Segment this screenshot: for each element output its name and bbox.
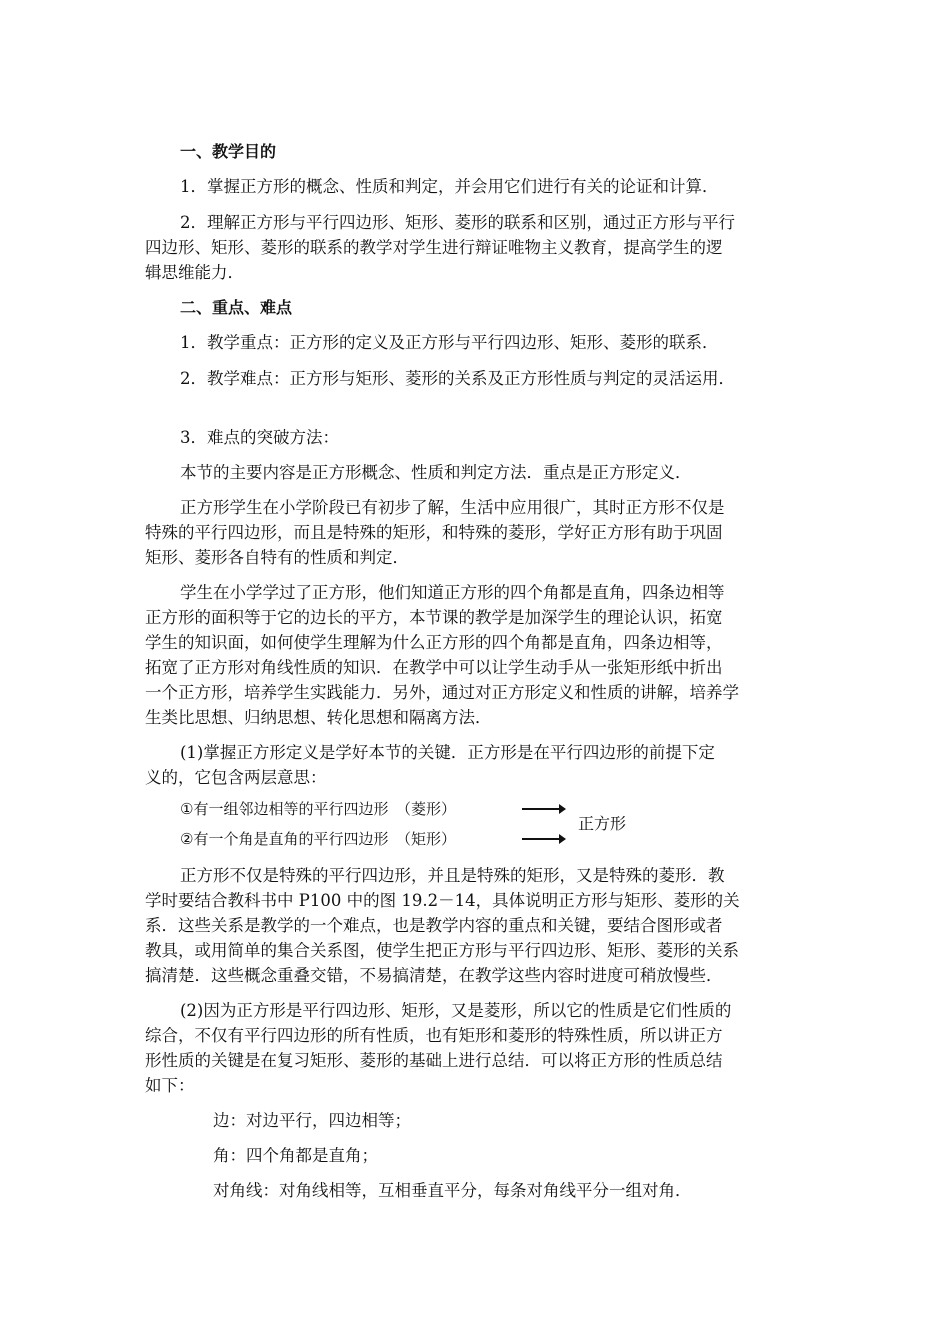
paragraph-line: 正方形学生在小学阶段已有初步了解，生活中应用很广，其时正方形不仅是 xyxy=(180,498,725,517)
diagram-line-rhombus: ①有一组邻边相等的平行四边形 （菱形） xyxy=(180,800,456,818)
paragraph-line: 系．这些关系是教学的一个难点，也是教学内容的重点和关键，要结合图形或者 xyxy=(145,916,723,935)
paragraph-line: 如下： xyxy=(145,1076,195,1095)
diagram-line-rectangle: ②有一个角是直角的平行四边形 （矩形） xyxy=(180,830,456,848)
paragraph-line: 一个正方形，培养学生实践能力．另外，通过对正方形定义和性质的讲解，培养学 xyxy=(145,683,739,702)
paragraph-line: 矩形、菱形各自特有的性质和判定． xyxy=(145,548,409,567)
difficult-point: 2．教学难点：正方形与矩形、菱形的关系及正方形性质与判定的灵活运用． xyxy=(180,369,735,388)
objective-2-line: 辑思维能力． xyxy=(145,263,244,282)
paragraph-line: 学时要结合教科书中 P100 中的图 19.2－14，具体说明正方形与矩形、菱形的关 xyxy=(145,891,740,910)
key-point: 1．教学重点：正方形的定义及正方形与平行四边形、矩形、菱形的联系． xyxy=(180,333,719,352)
paragraph-line: 搞清楚．这些概念重叠交错，不易搞清楚，在教学这些内容时进度可稍放慢些． xyxy=(145,966,723,985)
paragraph-line: 正方形的面积等于它的边长的平方，本节课的教学是加深学生的理论认识，拓宽 xyxy=(145,608,723,627)
property-sides: 边：对边平行，四边相等； xyxy=(213,1111,411,1130)
paragraph-line: 学生的知识面，如何使学生理解为什么正方形的四个角都是直角，四条边相等， xyxy=(145,633,723,652)
objective-1: 1．掌握正方形的概念、性质和判定，并会用它们进行有关的论证和计算． xyxy=(180,177,719,196)
paragraph-line: 义的，它包含两层意思： xyxy=(145,768,327,787)
section-heading-objectives: 一、教学目的 xyxy=(180,142,277,161)
paragraph-line: 拓宽了正方形对角线性质的知识．在教学中可以让学生动手从一张矩形纸中折出 xyxy=(145,658,723,677)
paragraph-line: 特殊的平行四边形，而且是特殊的矩形，和特殊的菱形，学好正方形有助于巩固 xyxy=(145,523,723,542)
paragraph-line: 生类比思想、归纳思想、转化思想和隔离方法． xyxy=(145,708,492,727)
paragraph-line: (1)掌握正方形定义是学好本节的关键．正方形是在平行四边形的前提下定 xyxy=(180,743,715,762)
property-diagonals: 对角线：对角线相等，互相垂直平分，每条对角线平分一组对角． xyxy=(213,1181,692,1200)
objective-2-line: 四边形、矩形、菱形的联系的教学对学生进行辩证唯物主义教育，提高学生的逻 xyxy=(145,238,723,257)
paragraph-line: (2)因为正方形是平行四边形、矩形，又是菱形，所以它的性质是它们性质的 xyxy=(180,1001,732,1020)
paragraph-line: 本节的主要内容是正方形概念、性质和判定方法．重点是正方形定义． xyxy=(180,463,692,482)
breakthrough-heading: 3．难点的突破方法： xyxy=(180,428,339,447)
paragraph-line: 形性质的关键是在复习矩形、菱形的基础上进行总结．可以将正方形的性质总结 xyxy=(145,1051,723,1070)
paragraph-line: 综合，不仅有平行四边形的所有性质，也有矩形和菱形的特殊性质，所以讲正方 xyxy=(145,1026,723,1045)
section-heading-key-points: 二、重点、难点 xyxy=(180,298,293,317)
paragraph-line: 正方形不仅是特殊的平行四边形，并且是特殊的矩形，又是特殊的菱形．教 xyxy=(180,866,725,885)
objective-2-line: 2．理解正方形与平行四边形、矩形、菱形的联系和区别，通过正方形与平行 xyxy=(180,213,735,232)
diagram-result: 正方形 xyxy=(578,814,627,833)
paragraph-line: 教具，或用简单的集合关系图，使学生把正方形与平行四边形、矩形、菱形的关系 xyxy=(145,941,739,960)
property-angles: 角：四个角都是直角； xyxy=(213,1146,378,1165)
paragraph-line: 学生在小学学过了正方形，他们知道正方形的四个角都是直角，四条边相等 xyxy=(180,583,725,602)
arrow-icon xyxy=(522,838,564,840)
arrow-icon xyxy=(522,808,564,810)
square-definition-diagram xyxy=(180,796,650,856)
